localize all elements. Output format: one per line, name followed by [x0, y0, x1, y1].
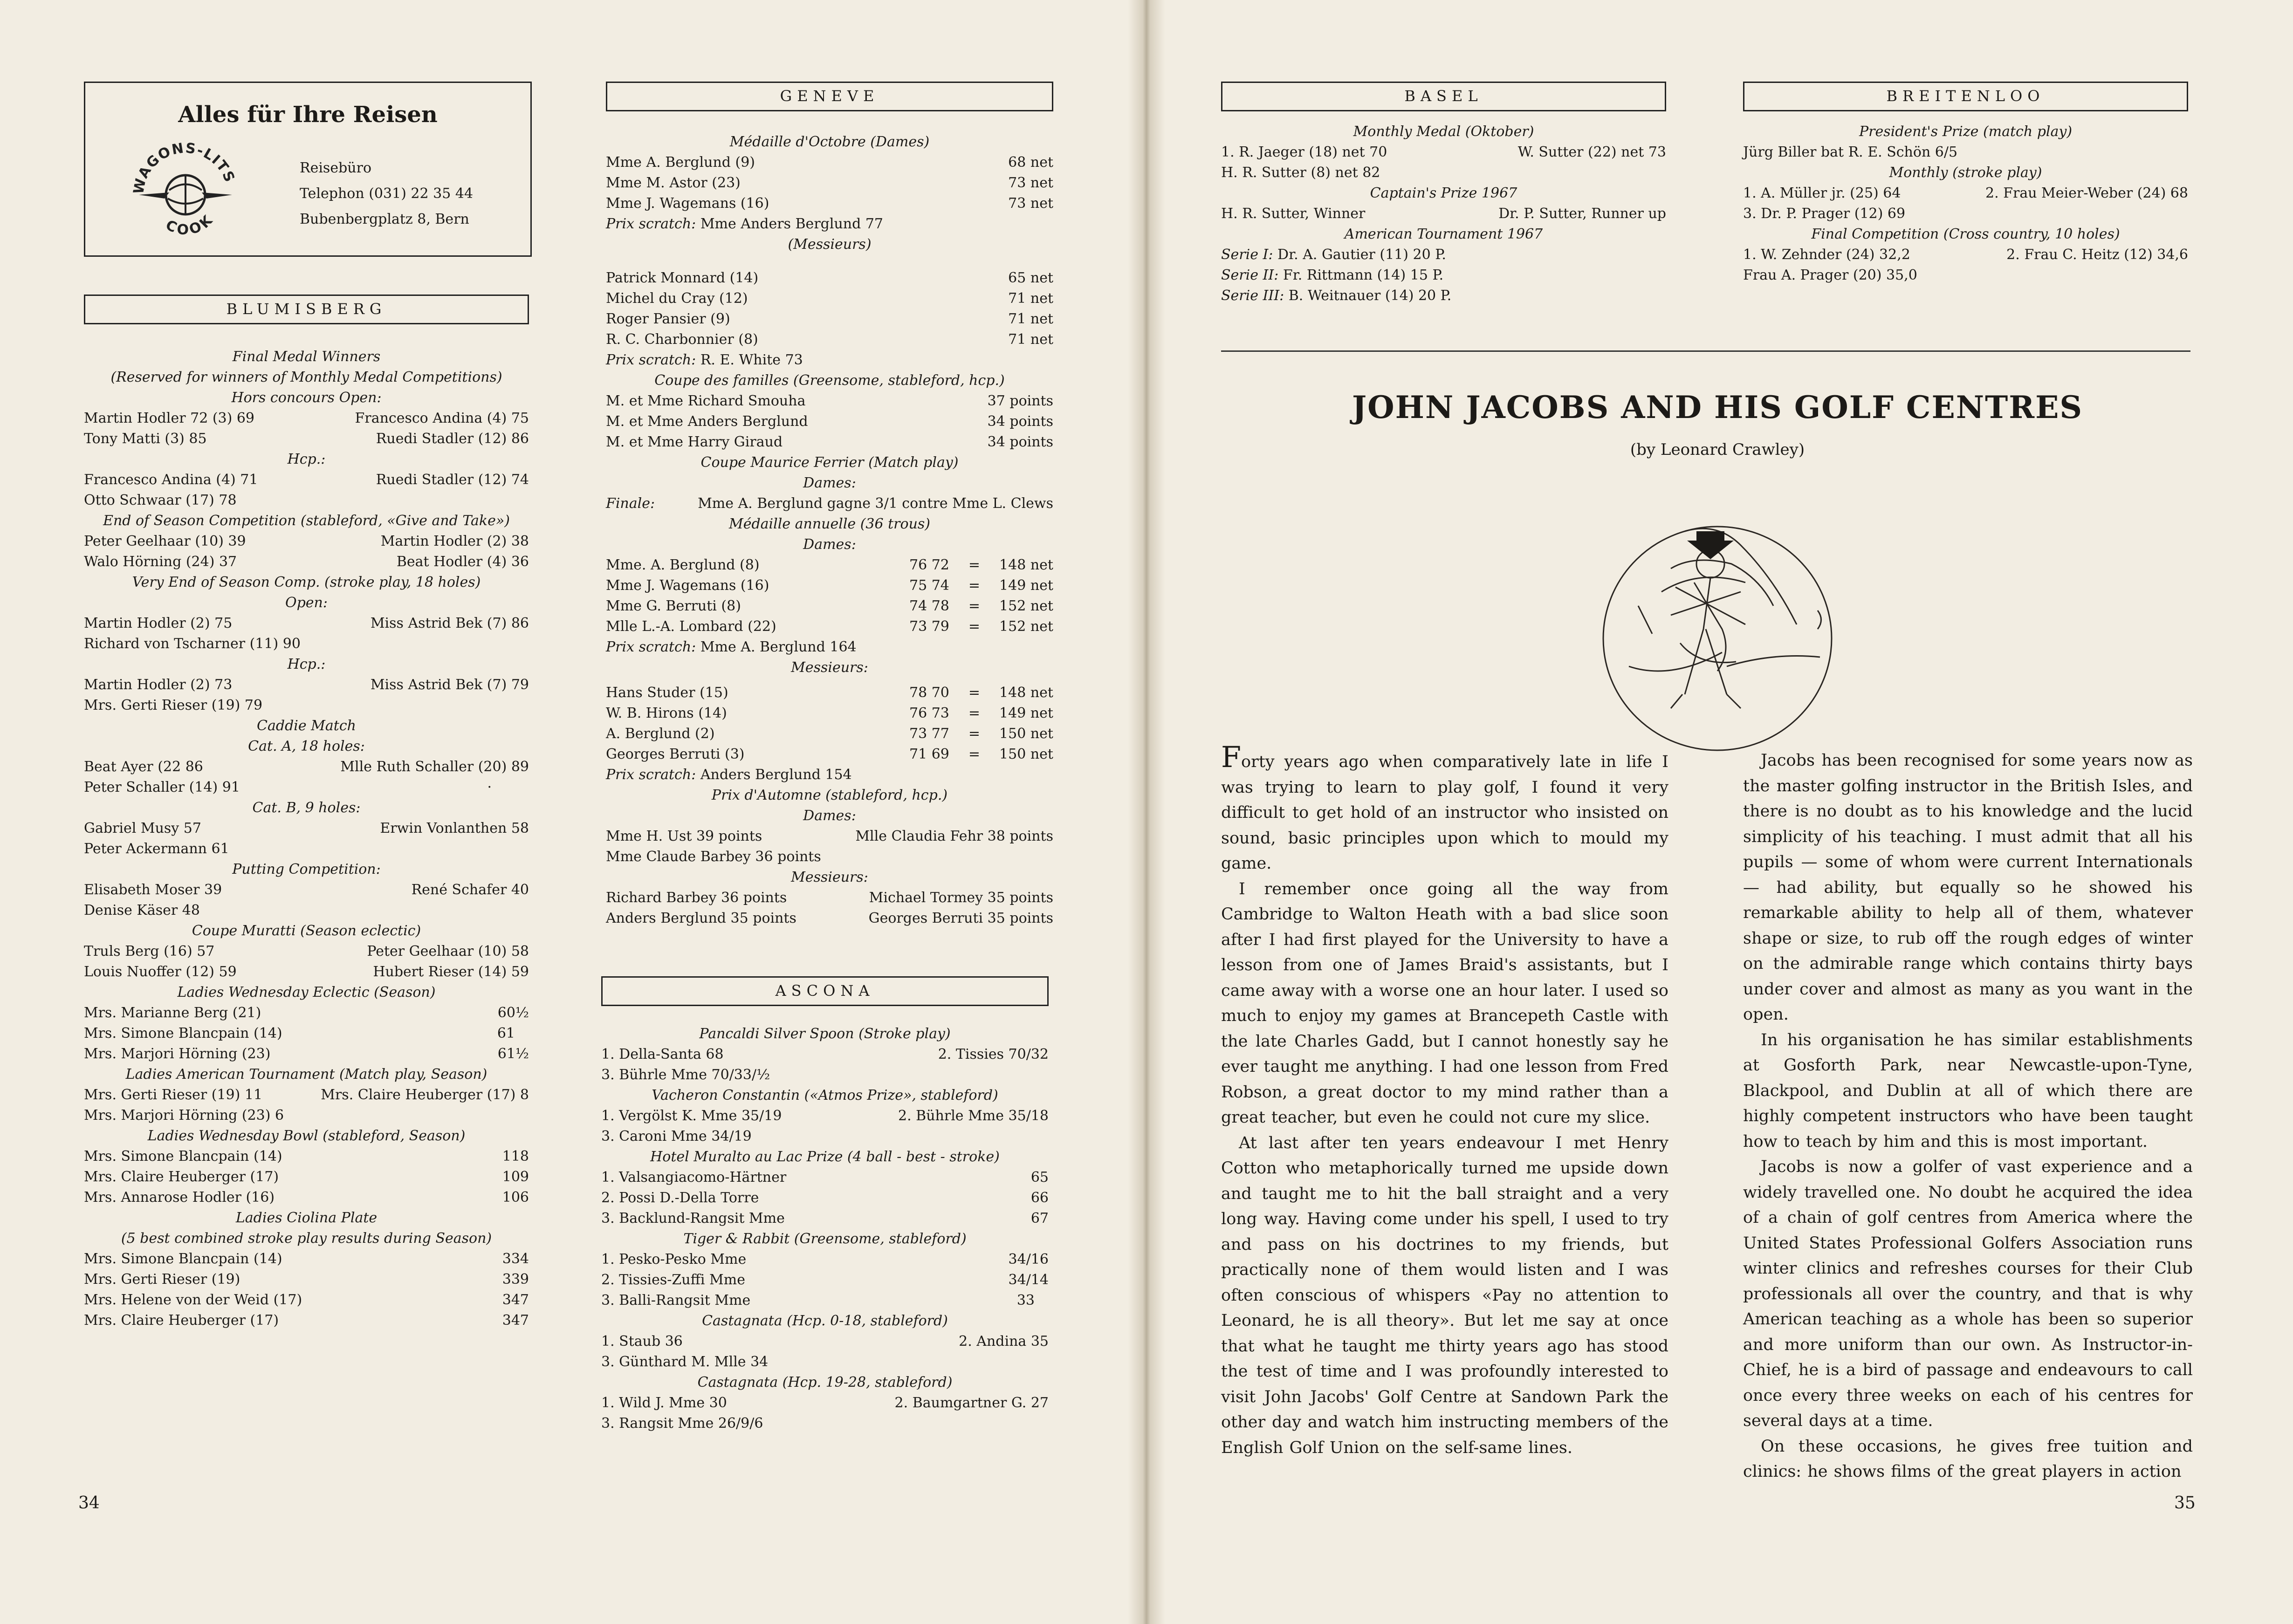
- result-row: 1. Vergölst K. Mme 35/19 2. Bührle Mme 35/18: [601, 1108, 1049, 1124]
- paragraph: I remember once going all the way from Cambridge to Walton Heath with a bad slice soon after I had first played for the University to have a lesson from one of James Braid's assistants, but I came away with a worse one an hour later. I used so much to enjoy my games at Brancepeth Castle with the late Charles Gadd, but I cannot honestly say he ever taught me anything. I had one lesson from Fred Robson, a great doctor to my mind rather than a great teacher, but even he could not cure my slice.: [1221, 879, 1668, 1127]
- subheading: Hcp.:: [287, 451, 326, 467]
- subheading: Médaille d'Octobre (Dames): [729, 134, 930, 150]
- geneve-section: [606, 82, 1053, 929]
- result-row: Mrs. Gerti Rieser (19) 11 Mrs. Claire Heuberger (17) 8: [84, 1087, 529, 1103]
- result-row: 2. Possi D.-Della Torre 66: [601, 1190, 1049, 1206]
- medal-row: A. Berglund (2) 73 77 = 150 net: [606, 726, 1053, 742]
- subheading: Monthly (stroke play): [1889, 164, 2042, 181]
- subheading: Ladies American Tournament (Match play, Season): [125, 1066, 487, 1083]
- medal-row: Mme J. Wagemans (16) 75 74 = 149 net: [606, 577, 1053, 594]
- section-header: GENEVE: [606, 82, 1053, 111]
- subheading: Tiger & Rabbit (Greensome, stableford): [683, 1231, 967, 1247]
- result-row: Patrick Monnard (14) 65 net: [606, 270, 1053, 286]
- result-row: 3. Bührle Mme 70/33/½: [601, 1067, 770, 1083]
- result-row: Mme H. Ust 39 points Mlle Claudia Fehr 38 points: [606, 828, 1053, 844]
- section-header: BREITENLOO: [1743, 82, 2188, 111]
- page-number-right: 35: [2174, 1494, 2196, 1513]
- article-column-2: [1743, 748, 2193, 1485]
- basel-section: [1221, 82, 1666, 306]
- result-row: Francesco Andina (4) 71 Ruedi Stadler (12) 74: [84, 472, 529, 488]
- result-row: Roger Pansier (9) 71 net: [606, 311, 1053, 327]
- result-row: Serie III: B. Weitnauer (14) 20 P.: [1221, 288, 1452, 304]
- subheading: Pancaldi Silver Spoon (Stroke play): [699, 1026, 951, 1042]
- result-row: Mme J. Wagemans (16) 73 net: [606, 195, 1053, 212]
- result-row: Finale: Mme A. Berglund gagne 3/1 contre Mme L. Clews: [606, 495, 1053, 512]
- subheading: (Messieurs): [788, 236, 872, 253]
- result-row: Serie II: Fr. Rittmann (14) 15 P.: [1221, 267, 1444, 283]
- result-row: Prix scratch: R. E. White 73: [606, 352, 803, 368]
- paragraph: At last after ten years endeavour I met Henry Cotton who metaphorically turned me upside down and taught me to hit the ball straight and a very long way. Having come under his spell, I used to try and pass on his doctrines to my friends, but practically none of them would listen and I was often conscious of whispers «Pay no attention to Leonard, he is all theory». But let me say at once that what he taught me thirty years ago has stood the test of time and I was profoundly interested to visit John Jacobs' Golf Centre at Sandown Park the other day and watch him instructing members of the English Golf Union on the self-same lines.: [1221, 1133, 1668, 1457]
- ad-title: Alles für Ihre Reisen: [178, 102, 438, 128]
- subheading: Final Competition (Cross country, 10 holes): [1811, 226, 2120, 242]
- svg-text:WAGONS-LITS: WAGONS-LITS: [130, 140, 238, 196]
- result-row: Mrs. Simone Blancpain (14) 118: [84, 1148, 529, 1165]
- section-header: ASCONA: [601, 976, 1049, 1006]
- result-row: M. et Mme Harry Giraud 34 points: [606, 434, 1053, 450]
- subheading: Castagnata (Hcp. 19-28, stableford): [697, 1374, 953, 1391]
- medal-row: Mme. A. Berglund (8) 76 72 = 148 net: [606, 557, 1053, 573]
- result-row: 1. W. Zehnder (24) 32,2 2. Frau C. Heitz (12) 34,6: [1743, 247, 2188, 263]
- article-column-1: [1221, 740, 1668, 1460]
- result-row: Anders Berglund 35 points Georges Berruti 35 points: [606, 910, 1053, 926]
- result-row: Mrs. Marjori Hörning (23) 61½: [84, 1046, 529, 1062]
- subheading: Dames:: [803, 475, 856, 491]
- subheading: Vacheron Constantin («Atmos Prize», stableford): [652, 1087, 998, 1103]
- result-row: 2. Tissies-Zuffi Mme 34/14: [601, 1272, 1049, 1288]
- result-row: Peter Ackermann 61: [84, 841, 229, 857]
- article-byline: (by Leonard Crawley): [1630, 440, 1805, 459]
- subheading: Coupe Muratti (Season eclectic): [192, 923, 421, 939]
- result-row: Prix scratch: Mme Anders Berglund 77: [606, 216, 884, 232]
- result-row: 3. Günthard M. Mlle 34: [601, 1354, 769, 1370]
- paragraph: Jacobs has been recognised for some years now as the master golfing instructor in the British Isles, and there is no doubt as to his knowledge and the lucid simplicity of his teaching. I must admit that all his pupils — some of whom were current Internationals — had ability, but equally so he showed his remarkable ability to help all of them, whatever shape or size, to rub off the rough edges of winter on the admirable range which contains thirty bays under cover and almost as many as you want in the open.: [1743, 751, 2193, 1024]
- subheading: Coupe Maurice Ferrier (Match play): [700, 454, 959, 471]
- breitenloo-section: [1743, 82, 2188, 286]
- result-row: Mrs. Simone Blancpain (14) 334: [84, 1251, 529, 1267]
- result-row: 3. Rangsit Mme 26/9/6: [601, 1415, 763, 1432]
- ad-line: Bubenbergplatz 8, Bern: [300, 211, 469, 227]
- result-row: Mrs. Marjori Hörning (23) 6: [84, 1107, 284, 1124]
- result-row: H. R. Sutter (8) net 82: [1221, 164, 1380, 181]
- subheading: Final Medal Winners: [232, 349, 381, 365]
- page-number-left: 34: [78, 1494, 100, 1513]
- result-row: Prix scratch: Anders Berglund 154: [606, 767, 852, 783]
- result-row: Beat Ayer (22 86 Mlle Ruth Schaller (20) 89: [84, 759, 529, 775]
- ad-line: Reisebüro: [300, 160, 372, 176]
- subheading: Ladies Ciolina Plate: [235, 1210, 378, 1226]
- result-row: M. et Mme Anders Berglund 34 points: [606, 413, 1053, 430]
- result-row: Richard Barbey 36 points Michael Tormey 35 points: [606, 890, 1053, 906]
- medal-row: Mlle L.-A. Lombard (22) 73 79 = 152 net: [606, 618, 1053, 635]
- section-header: BASEL: [1221, 82, 1666, 111]
- subheading: Dames:: [803, 808, 856, 824]
- ascona-section: [601, 976, 1049, 1434]
- result-row: Elisabeth Moser 39 René Schafer 40: [84, 882, 529, 898]
- result-row: Mrs. Helene von der Weid (17) 347: [84, 1292, 529, 1308]
- subheading: Messieurs:: [791, 869, 868, 885]
- subheading: Hcp.:: [287, 656, 326, 672]
- result-row: Mme M. Astor (23) 73 net: [606, 175, 1053, 191]
- result-row: 1. Staub 36 2. Andina 35: [601, 1333, 1049, 1350]
- subheading: (5 best combined stroke play results during Season): [121, 1230, 492, 1247]
- subheading: Putting Competition:: [232, 861, 381, 877]
- paragraph: On these occasions, he gives free tuition and clinics: he shows films of the great players in action: [1743, 1437, 2193, 1481]
- result-row: 1. Pesko-Pesko Mme 34/16: [601, 1251, 1049, 1268]
- result-row: Frau A. Prager (20) 35,0: [1743, 267, 1917, 283]
- subheading: Cat. A, 18 holes:: [248, 738, 365, 754]
- subheading: Hotel Muralto au Lac Prize (4 ball - best - stroke): [650, 1149, 1000, 1165]
- result-row: Walo Hörning (24) 37 Beat Hodler (4) 36: [84, 554, 529, 570]
- result-row: Mrs. Claire Heuberger (17) 347: [84, 1312, 529, 1329]
- result-row: Jürg Biller bat R. E. Schön 6/5: [1743, 144, 1958, 160]
- golfer-sketch-icon: [1578, 513, 1867, 760]
- subheading: Castagnata (Hcp. 0-18, stableford): [702, 1313, 948, 1329]
- subheading: Coupe des familles (Greensome, stableford, hcp.): [654, 372, 1005, 389]
- result-row: Louis Nuoffer (12) 59 Hubert Rieser (14) 59: [84, 964, 529, 980]
- paragraph: Forty years ago when comparatively late in life I was trying to learn to play golf, I found it very difficult to get hold of an instructor who insisted on sound, basic principles upon which to mould my game.: [1221, 740, 1668, 873]
- subheading: Messieurs:: [791, 659, 868, 676]
- result-row: Mrs. Annarose Hodler (16) 106: [84, 1189, 529, 1206]
- result-row: Martin Hodler (2) 75 Miss Astrid Bek (7) 86: [84, 615, 529, 631]
- subheading: Prix d'Automne (stableford, hcp.): [711, 787, 948, 803]
- result-row: Peter Schaller (14) 91 ·: [84, 779, 492, 795]
- subheading: Very End of Season Comp. (stroke play, 18 holes): [132, 574, 481, 590]
- result-row: Peter Geelhaar (10) 39 Martin Hodler (2) 38: [84, 533, 529, 549]
- result-row: R. C. Charbonnier (8) 71 net: [606, 331, 1053, 348]
- result-row: 1. Valsangiacomo-Härtner 65: [601, 1169, 1049, 1185]
- medal-row: W. B. Hirons (14) 76 73 = 149 net: [606, 705, 1053, 721]
- svg-text:COOK: COOK: [163, 210, 218, 237]
- result-row: Prix scratch: Mme A. Berglund 164: [606, 639, 857, 655]
- result-row: Michel du Cray (12) 71 net: [606, 290, 1053, 307]
- result-row: 1. R. Jaeger (18) net 70 W. Sutter (22) net 73: [1221, 144, 1666, 160]
- result-row: Mme A. Berglund (9) 68 net: [606, 154, 1053, 171]
- result-row: Mme Claude Barbey 36 points: [606, 849, 821, 865]
- paragraph: Jacobs is now a golfer of vast experience and a widely travelled one. No doubt he acquired the idea of a chain of golf centres from America where the United States Professional Golfers Association runs winter clinics and refreshes courses for their Club professionals all over the country, and that is why American teaching as a whole has been so superior and more uniform than our own. As Instructor-in-Chief, he is a bird of passage and endeavours to call once every three weeks on each of his centres for several days at a time.: [1743, 1158, 2193, 1430]
- result-row: Serie I: Dr. A. Gautier (11) 20 P.: [1221, 247, 1446, 263]
- result-row: 1. Wild J. Mme 30 2. Baumgartner G. 27: [601, 1395, 1049, 1411]
- subheading: Ladies Wednesday Bowl (stableford, Season): [147, 1128, 466, 1144]
- subheading: Hors concours Open:: [231, 390, 382, 406]
- result-row: Mrs. Gerti Rieser (19) 339: [84, 1271, 529, 1288]
- result-row: Truls Berg (16) 57 Peter Geelhaar (10) 58: [84, 943, 529, 959]
- subheading: Dames:: [803, 536, 856, 553]
- subheading: End of Season Competition (stableford, «Give and Take»): [103, 513, 510, 529]
- result-row: 3. Balli-Rangsit Mme 33: [601, 1292, 1035, 1309]
- result-row: Mrs. Gerti Rieser (19) 79: [84, 697, 263, 713]
- subheading: Médaille annuelle (36 trous): [728, 516, 930, 532]
- medal-row: Hans Studer (15) 78 70 = 148 net: [606, 685, 1053, 701]
- wagons-lits-cook-logo-icon: [125, 139, 246, 237]
- subheading: Captain's Prize 1967: [1370, 185, 1517, 201]
- subheading: President's Prize (match play): [1859, 123, 2073, 140]
- subheading: Monthly Medal (Oktober): [1353, 123, 1534, 140]
- result-row: Otto Schwaar (17) 78: [84, 492, 237, 508]
- medal-row: Georges Berruti (3) 71 69 = 150 net: [606, 746, 1053, 762]
- subheading: Caddie Match: [257, 718, 356, 734]
- subheading: Ladies Wednesday Eclectic (Season): [177, 984, 436, 1000]
- medal-row: Mme G. Berruti (8) 74 78 = 152 net: [606, 598, 1053, 614]
- result-row: 3. Caroni Mme 34/19: [601, 1128, 752, 1144]
- result-row: H. R. Sutter, Winner Dr. P. Sutter, Runner up: [1221, 206, 1666, 222]
- subheading: (Reserved for winners of Monthly Medal Competitions): [110, 369, 502, 385]
- result-row: M. et Mme Richard Smouha 37 points: [606, 393, 1053, 409]
- section-header: BLUMISBERG: [84, 295, 529, 324]
- result-row: Richard von Tscharner (11) 90: [84, 636, 301, 652]
- article-title: JOHN JACOBS AND HIS GOLF CENTRES: [1352, 389, 2083, 425]
- result-row: Martin Hodler (2) 73 Miss Astrid Bek (7) 79: [84, 677, 529, 693]
- result-row: 3. Dr. P. Prager (12) 69: [1743, 206, 1906, 222]
- travel-advertisement: [84, 82, 532, 257]
- drop-cap: F: [1221, 740, 1242, 774]
- ad-address: [300, 155, 473, 232]
- paragraph: In his organisation he has similar establishments at Gosforth Park, near Newcastle-upon-Tyne, Blackpool, and Dublin at all of which there are highly competent instructors who have been taught how to teach by him and this is most important.: [1743, 1030, 2193, 1151]
- result-row: 3. Backlund-Rangsit Mme 67: [601, 1210, 1049, 1227]
- result-row: Mrs. Marianne Berg (21) 60½: [84, 1005, 529, 1021]
- result-row: 1. A. Müller jr. (25) 64 2. Frau Meier-Weber (24) 68: [1743, 185, 2188, 201]
- horizontal-rule: [1221, 350, 2190, 352]
- result-row: Tony Matti (3) 85 Ruedi Stadler (12) 86: [84, 431, 529, 447]
- subheading: American Tournament 1967: [1344, 226, 1543, 242]
- result-row: Mrs. Claire Heuberger (17) 109: [84, 1169, 529, 1185]
- result-row: 1. Della-Santa 68 2. Tissies 70/32: [601, 1046, 1049, 1062]
- book-gutter: [1128, 0, 1165, 1624]
- result-row: Martin Hodler 72 (3) 69 Francesco Andina (4) 75: [84, 410, 529, 426]
- result-row: Gabriel Musy 57 Erwin Vonlanthen 58: [84, 820, 529, 836]
- result-row: Mrs. Simone Blancpain (14) 61: [84, 1025, 515, 1042]
- blumisberg-section: [84, 295, 529, 1331]
- subheading: Cat. B, 9 holes:: [252, 800, 361, 816]
- ad-line: Telephon (031) 22 35 44: [300, 185, 474, 202]
- result-row: Denise Käser 48: [84, 902, 200, 918]
- subheading: Open:: [285, 595, 328, 611]
